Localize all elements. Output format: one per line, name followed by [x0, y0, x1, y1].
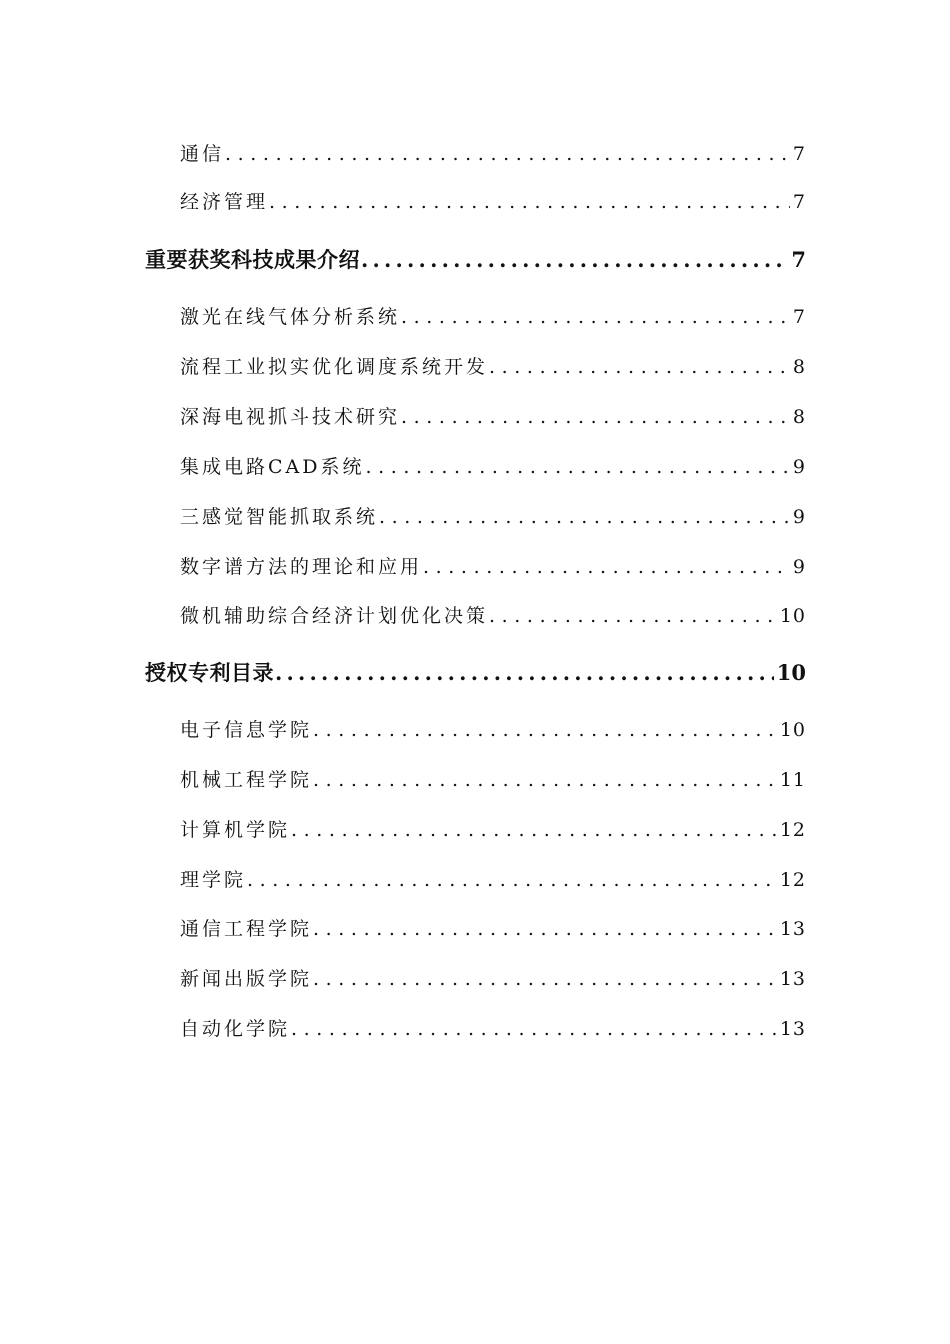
toc-page-number: 12: [779, 869, 806, 891]
toc-dot-leader: [291, 819, 777, 841]
toc-page-number: 10: [779, 719, 806, 741]
toc-entry-title: 自动化学院: [180, 1018, 291, 1040]
toc-dot-leader: [489, 605, 777, 627]
toc-page-number: 7: [792, 143, 806, 165]
toc-entry-title: 激光在线气体分析系统: [180, 306, 401, 328]
toc-page-number: 8: [792, 406, 806, 428]
toc-entry-title: 通信: [180, 143, 225, 165]
toc-entry-computer-school[interactable]: [180, 815, 806, 842]
toc-entry-title: 新闻出版学院: [180, 968, 313, 990]
toc-page-number: 10: [779, 605, 806, 627]
toc-entry-title: 通信工程学院: [180, 918, 313, 940]
toc-section-awards[interactable]: [145, 244, 806, 274]
toc-dot-leader: [361, 247, 788, 272]
toc-entry-ic-cad[interactable]: [180, 452, 806, 479]
toc-dot-leader: [313, 719, 777, 741]
toc-entry-automation-school[interactable]: [180, 1014, 806, 1041]
toc-entry-tongxin[interactable]: [180, 139, 806, 166]
toc-page-number: 13: [779, 1018, 806, 1040]
toc-section-patents[interactable]: [145, 657, 806, 687]
toc-dot-leader: [489, 356, 790, 378]
toc-dot-leader: [401, 306, 790, 328]
toc-dot-leader: [366, 456, 790, 478]
toc-entry-title: 流程工业拟实优化调度系统开发: [180, 356, 489, 378]
toc-page-number: 11: [779, 769, 806, 791]
toc-entry-communication-school[interactable]: [180, 914, 806, 941]
toc-dot-leader: [313, 918, 777, 940]
toc-dot-leader: [291, 1018, 777, 1040]
toc-page-number: 7: [791, 247, 806, 272]
toc-page-number: 9: [792, 506, 806, 528]
toc-entry-mechanical-school[interactable]: [180, 765, 806, 792]
toc-entry-title: 深海电视抓斗技术研究: [180, 406, 401, 428]
toc-section-title: 授权专利目录: [145, 660, 274, 685]
toc-entry-deep-sea-grab[interactable]: [180, 402, 806, 429]
toc-entry-science-school[interactable]: [180, 865, 806, 892]
toc-entry-title: 理学院: [180, 869, 247, 891]
toc-entry-title: 计算机学院: [180, 819, 291, 841]
toc-entry-process-scheduling[interactable]: [180, 352, 806, 379]
toc-entry-title: 三感觉智能抓取系统: [180, 506, 379, 528]
toc-dot-leader: [269, 191, 790, 213]
toc-dot-leader: [379, 506, 790, 528]
toc-page-number: 7: [792, 306, 806, 328]
toc-entry-title: 集成电路CAD系统: [180, 456, 365, 478]
toc-entry-title: 经济管理: [180, 191, 269, 213]
toc-page-number: 13: [779, 968, 806, 990]
toc-entry-electronics-school[interactable]: [180, 715, 806, 742]
toc-entry-title: 数字谱方法的理论和应用: [180, 556, 423, 578]
toc-dot-leader: [423, 556, 790, 578]
toc-page-number: 10: [776, 660, 806, 685]
toc-entry-digital-spectrum[interactable]: [180, 552, 806, 579]
toc-page-number: 9: [792, 556, 806, 578]
toc-page-number: 8: [792, 356, 806, 378]
toc-page-number: 12: [779, 819, 806, 841]
toc-dot-leader: [313, 769, 777, 791]
toc-section-title: 重要获奖科技成果介绍: [145, 247, 360, 272]
toc-entry-laser-gas-analysis[interactable]: [180, 302, 806, 329]
toc-dot-leader: [247, 869, 777, 891]
toc-entry-jingji-guanli[interactable]: [180, 187, 806, 214]
toc-page-number: 9: [792, 456, 806, 478]
toc-dot-leader: [275, 660, 774, 685]
toc-page-number: 7: [792, 191, 806, 213]
toc-entry-economic-planning[interactable]: [180, 601, 806, 628]
toc-entry-title: 电子信息学院: [180, 719, 313, 741]
toc-entry-title: 微机辅助综合经济计划优化决策: [180, 605, 489, 627]
toc-dot-leader: [225, 143, 790, 165]
toc-entry-smart-grasping[interactable]: [180, 502, 806, 529]
toc-page-number: 13: [779, 918, 806, 940]
toc-entry-journalism-school[interactable]: [180, 964, 806, 991]
toc-entry-title: 机械工程学院: [180, 769, 313, 791]
toc-dot-leader: [401, 406, 790, 428]
toc-dot-leader: [313, 968, 777, 990]
